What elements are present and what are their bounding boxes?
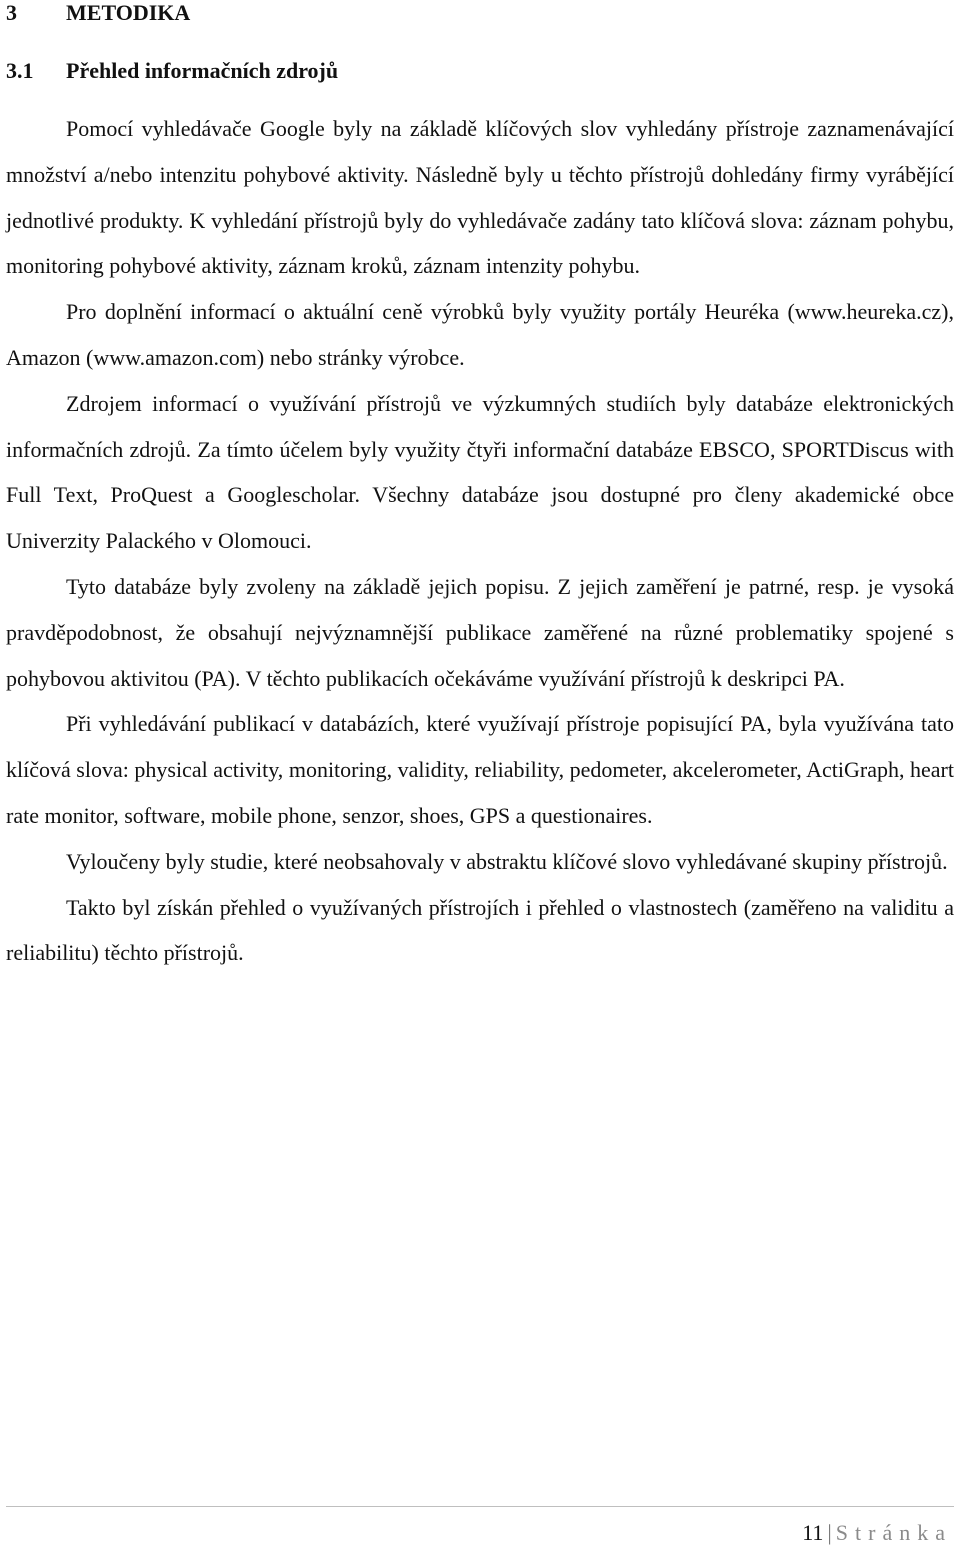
chapter-heading <box>6 0 190 26</box>
section-title: Přehled informačních zdrojů <box>66 58 339 83</box>
chapter-title: METODIKA <box>66 0 191 25</box>
page-footer <box>802 1520 952 1546</box>
paragraph: Vyloučeny byly studie, které neobsahovaly v abstraktu klíčové slovo vyhledávané skupiny přístrojů. <box>66 848 948 874</box>
page-label: Stránka <box>835 1520 952 1545</box>
paragraph: Zdrojem informací o využívání přístrojů ve výzkumných studiích byly databáze elektronických informačních zdrojů. Za tímto účelem byly využity čtyři informační databáze EBSCO, SPORTDiscus with Full Text, ProQuest a Googlescholar. Všechny databáze jsou dostupné pro členy akademické obce Univerzity Palackého v Olomouci. <box>6 390 954 554</box>
paragraph: Takto byl získán přehled o využívaných přístrojích i přehled o vlastnostech (zaměřeno na validitu a reliabilitu) těchto přístrojů. <box>6 894 954 966</box>
paragraph: Tyto databáze byly zvoleny na základě jejich popisu. Z jejich zaměření je patrné, resp. je vysoká pravděpodobnost, že obsahují nejvýznamnější publikace zaměřené na různé problematiky spojené s pohybovou aktivitou (PA). V těchto publikacích očekáváme využívání přístrojů k deskripci PA. <box>6 573 954 691</box>
footer-divider <box>6 1506 954 1507</box>
footer-separator: | <box>827 1520 832 1545</box>
chapter-number: 3 <box>6 0 17 25</box>
paragraph: Při vyhledávání publikací v databázích, které využívají přístroje popisující PA, byla využívána tato klíčová slova: physical activity, monitoring, validity, reliability, pedometer, akcelerometer, ActiGraph, heart rate monitor, software, mobile phone, senzor, shoes, GPS a questionaires. <box>6 711 954 828</box>
body-text <box>6 106 954 976</box>
paragraph: Pro doplnění informací o aktuální ceně výrobků byly využity portály Heuréka (www.heureka.cz), Amazon (www.amazon.com) nebo stránky výrobce. <box>6 299 954 370</box>
section-number: 3.1 <box>6 58 34 83</box>
section-heading <box>6 58 338 84</box>
paragraph: Pomocí vyhledávače Google byly na základě klíčových slov vyhledány přístroje zaznamenávající množství a/nebo intenzitu pohybové aktivity. Následně byly u těchto přístrojů dohledány firmy vyrábějící jednotlivé produkty. K vyhledání přístrojů byly do vyhledávače zadány tato klíčová slova: záznam pohybu, monitoring pohybové aktivity, záznam kroků, záznam intenzity pohybu. <box>6 116 954 279</box>
page-number: 11 <box>802 1520 824 1545</box>
